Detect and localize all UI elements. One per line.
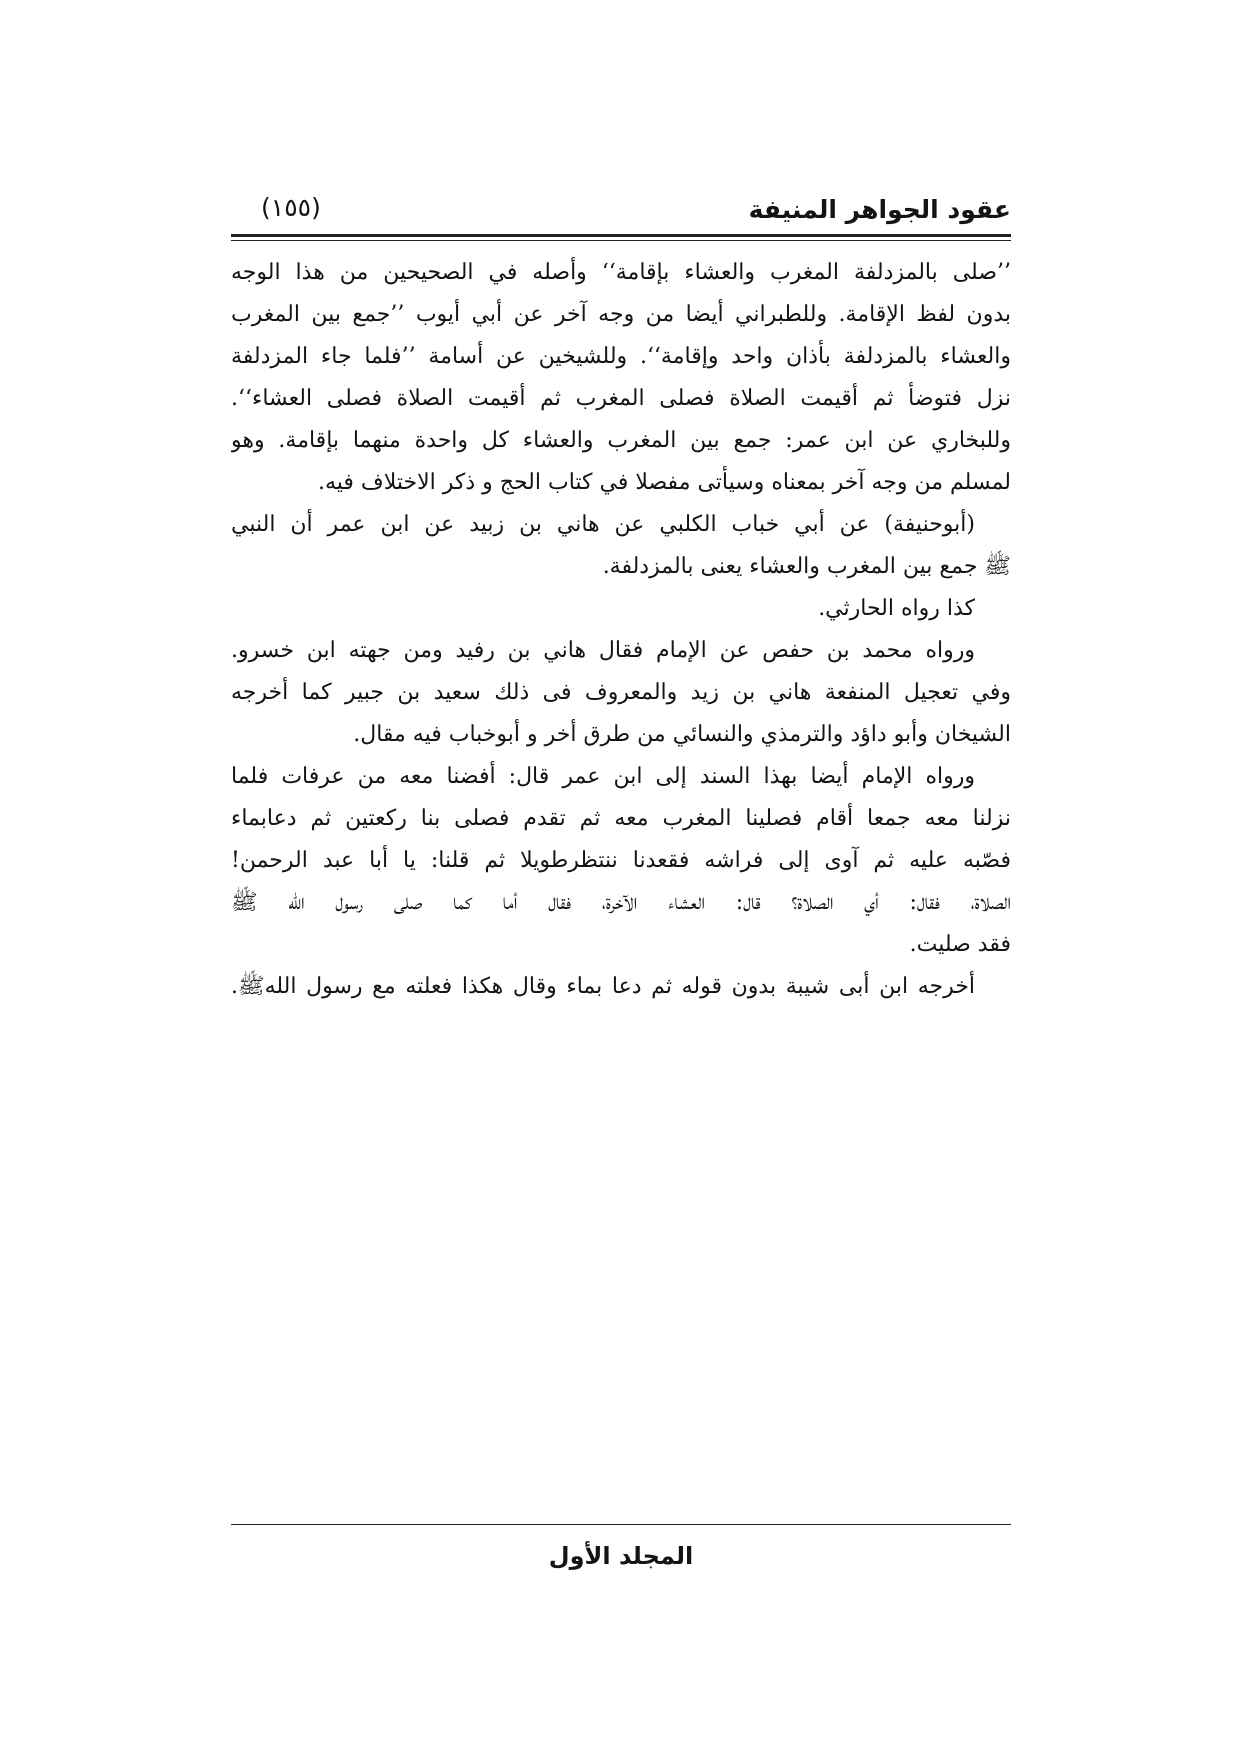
- page-header: [231, 188, 1011, 232]
- header-rule-thick: [231, 234, 1011, 237]
- body-line: نزلنا معه جمعا أقام فصلينا المغرب معه ثم تقدم فصلى بنا ركعتين ثم دعابماء: [231, 806, 1011, 831]
- body-line: وللبخاري عن ابن عمر: جمع بين المغرب والعشاء كل واحدة منهما بإقامة. وهو: [231, 428, 1011, 453]
- page-number: (١٥٥): [261, 193, 321, 222]
- body-line: فقد صليت.: [909, 932, 1011, 957]
- body-text: [231, 252, 1011, 1008]
- body-line: لمسلم من وجه آخر بمعناه وسيأتى مفصلا في كتاب الحج و ذكر الاختلاف فيه.: [318, 470, 1011, 495]
- body-line: بدون لفظ الإقامة. وللطبراني أيضا من وجه آخر عن أبي أيوب ’’جمع بين المغرب: [231, 302, 1011, 327]
- body-line: وفي تعجيل المنفعة هاني بن زيد والمعروف فى ذلك سعيد بن جبير كما أخرجه: [231, 680, 1011, 705]
- body-line: (أبوحنيفة) عن أبي خباب الكلبي عن هاني بن زبيد عن ابن عمر أن النبي: [231, 512, 975, 537]
- body-line: ورواه محمد بن حفص عن الإمام فقال هاني بن رفيد ومن جهته ابن خسرو.: [231, 638, 975, 663]
- body-line: الصلاة، فقال: أي الصلاة؟ قال: العشاء الآخرة، فقال أما كما صلى رسول الله ﷺ: [231, 890, 1011, 915]
- book-title: عقود الجواهر المنيفة: [748, 195, 1011, 224]
- body-line: ’’صلى بالمزدلفة المغرب والعشاء بإقامة‘‘ وأصله في الصحيحين من هذا الوجه: [231, 260, 1011, 285]
- body-line: فصّبه عليه ثم آوى إلى فراشه فقعدنا ننتظرطويلا ثم قلنا: يا أبا عبد الرحمن!: [231, 848, 1011, 873]
- body-line: أخرجه ابن أبى شيبة بدون قوله ثم دعا بماء وقال هكذا فعلته مع رسول اللهﷺ.: [231, 974, 975, 999]
- header-rule-thin: [231, 240, 1011, 241]
- body-line: ﷺ جمع بين المغرب والعشاء يعنى بالمزدلفة.: [602, 554, 1011, 579]
- footer-rule: [231, 1524, 1011, 1525]
- volume-label: المجلد الأول: [548, 1542, 694, 1570]
- body-line: والعشاء بالمزدلفة بأذان واحد وإقامة‘‘. وللشيخين عن أسامة ’’فلما جاء المزدلفة: [231, 344, 1011, 369]
- body-line: كذا رواه الحارثي.: [818, 596, 975, 621]
- body-line: ورواه الإمام أيضا بهذا السند إلى ابن عمر قال: أفضنا معه من عرفات فلما: [231, 764, 975, 789]
- body-line: الشيخان وأبو داؤد والترمذي والنسائي من طرق أخر و أبوخباب فيه مقال.: [353, 722, 1011, 747]
- body-line: نزل فتوضأ ثم أقيمت الصلاة فصلى المغرب ثم أقيمت الصلاة فصلى العشاء‘‘.: [231, 386, 1011, 411]
